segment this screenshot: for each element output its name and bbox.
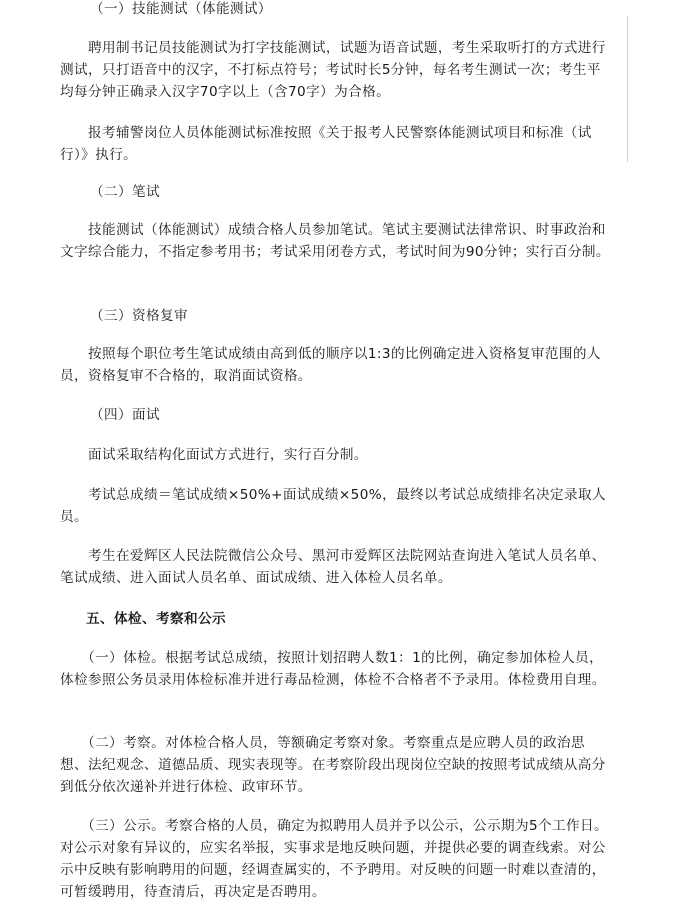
paragraph-public-notice: （三）公示。考察合格的人员，确定为拟聘用人员并予以公示，公示期为5个工作日。对公示对象有异议的，应实名举报，实事求是地反映问题，并提供必要的调查线索。对公示中反映有影响聘用的问题，经调查属实的，不予聘用。对反映的问题一时难以查清的，可暂缓聘用，待查清后，再决定是否聘用。 bbox=[60, 818, 609, 900]
paragraph-medical-exam: （一）体检。根据考试总成绩，按照计划招聘人数1：1的比例，确定参加体检人员，体检参照公务员录用体检标准并进行毒品检测，体检不合格者不予录用。体检费用自理。 bbox=[60, 650, 606, 688]
paragraph-total-score: 考试总成绩＝笔试成绩×50%+面试成绩×50%，最终以考试总成绩排名决定录取人员。 bbox=[60, 487, 606, 525]
section-heading-skill-test: （一）技能测试（体能测试） bbox=[90, 1, 272, 17]
paragraph-written-exam: 技能测试（体能测试）成绩合格人员参加笔试。笔试主要测试法律常识、时事政治和文字综合能力，不指定参考用书；考试采用闭卷方式，考试时间为90分钟；实行百分制。 bbox=[60, 222, 610, 260]
paragraph-qualification-review: 按照每个职位考生笔试成绩由高到低的顺序以1:3的比例确定进入资格复审范围的人员，资格复审不合格的，取消面试资格。 bbox=[60, 346, 601, 384]
paragraph-fitness-test: 报考辅警岗位人员体能测试标准按照《关于报考人民警察体能测试项目和标准（试行）》执行。 bbox=[60, 125, 592, 163]
paragraph-typing-test: 聘用制书记员技能测试为打字技能测试，试题为语音试题，考生采取听打的方式进行测试，只打语音中的汉字，不打标点符号；考试时长5分钟，每名考生测试一次；考生平均每分钟正确录入汉字70字以上（含70字）为合格。 bbox=[60, 40, 606, 100]
section-heading-written-exam: （二）笔试 bbox=[90, 184, 160, 200]
paragraph-result-query: 考生在爱辉区人民法院微信公众号、黑河市爱辉区法院网站查询进入笔试人员名单、笔试成绩、进入面试人员名单、面试成绩、进入体检人员名单。 bbox=[60, 548, 606, 586]
section-heading-qualification-review: （三）资格复审 bbox=[90, 308, 188, 324]
paragraph-interview-method: 面试采取结构化面试方式进行，实行百分制。 bbox=[60, 447, 368, 463]
section-heading-interview: （四）面试 bbox=[90, 407, 160, 423]
vertical-divider bbox=[627, 16, 628, 162]
section-heading-medical-check: 五、体检、考察和公示 bbox=[86, 611, 226, 627]
paragraph-inspection: （二）考察。对体检合格人员，等额确定考察对象。考察重点是应聘人员的政治思想、法纪观念、道德品质、现实表现等。在考察阶段出现岗位空缺的按照考试成绩从高分到低分依次递补并进行体检、政审环节。 bbox=[60, 735, 606, 795]
